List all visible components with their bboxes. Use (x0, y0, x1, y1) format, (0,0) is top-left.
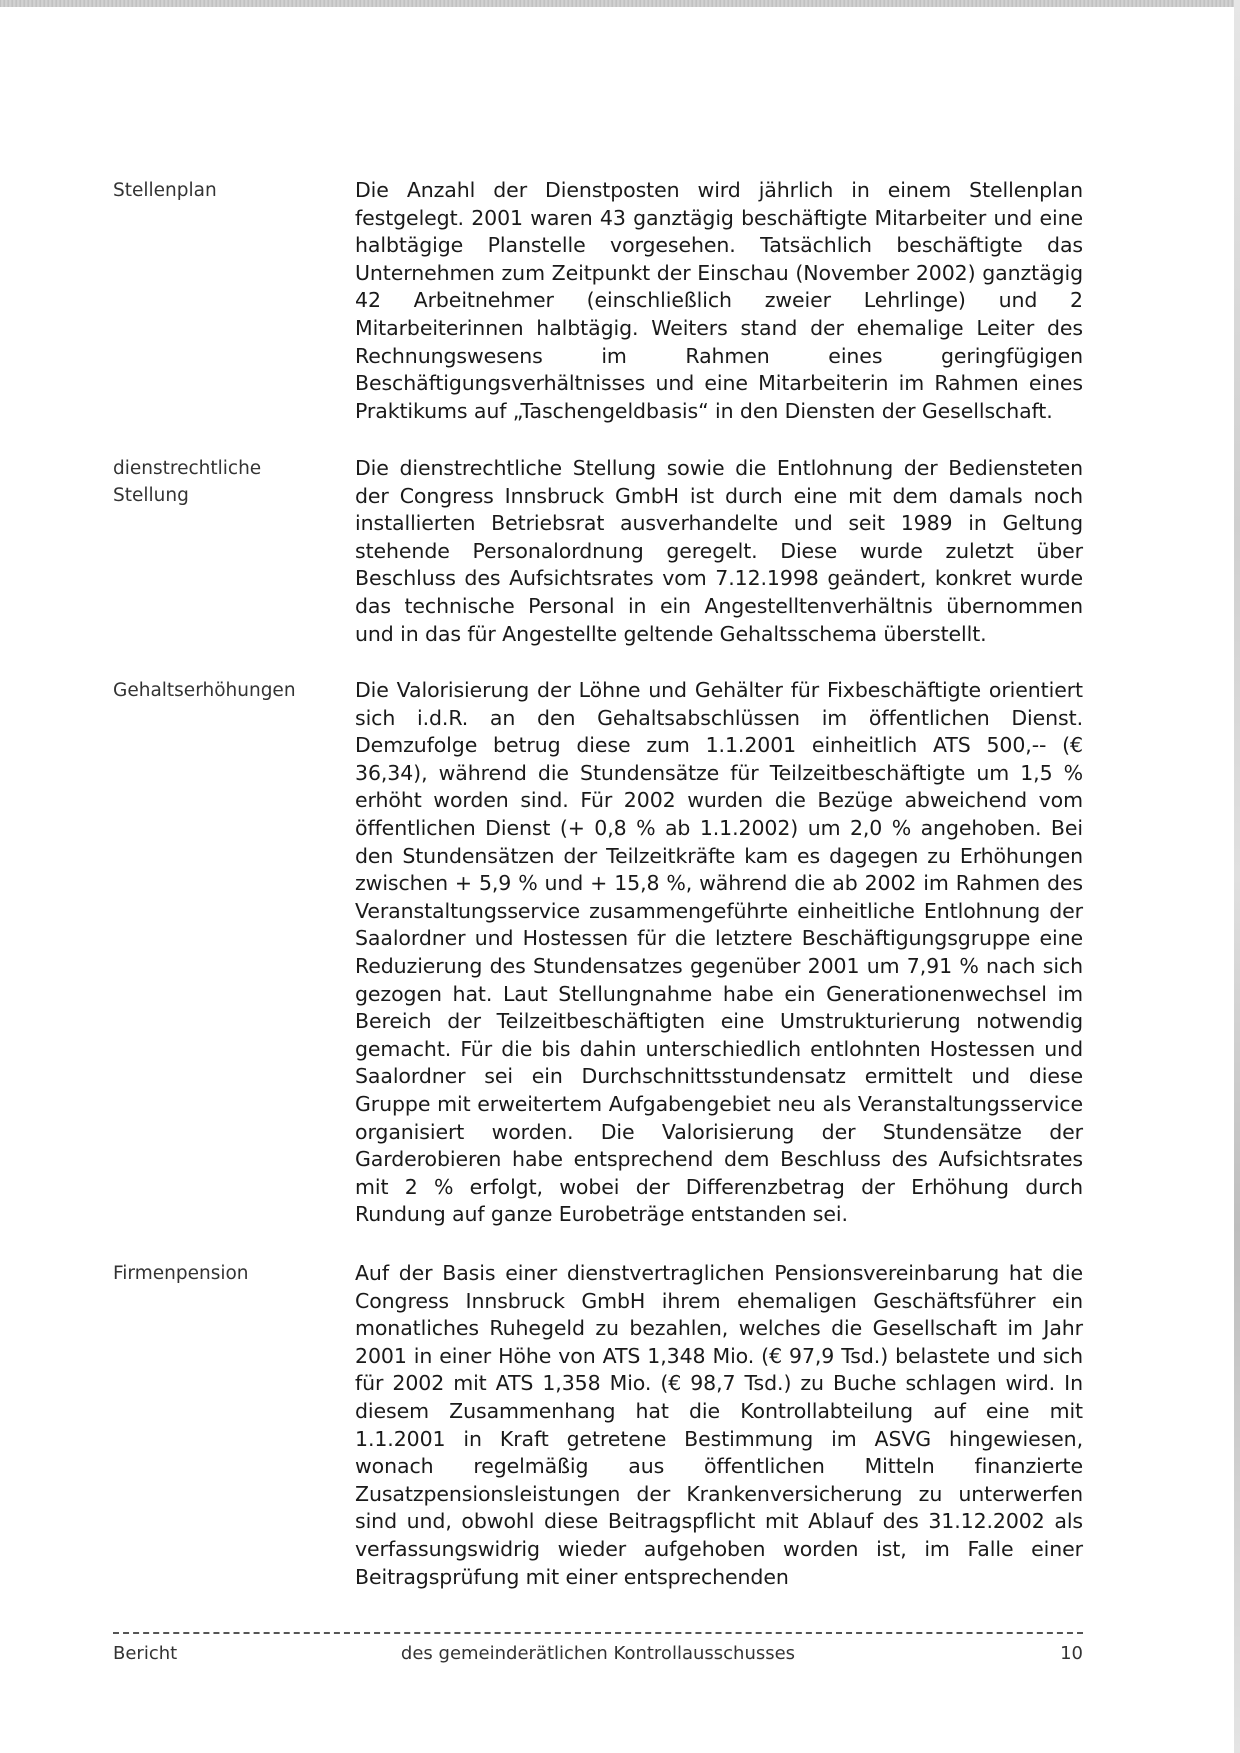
footer-center-text: des gemeinderätlichen Kontrollausschusses (400, 1643, 796, 1664)
margin-label-gehaltserhoehungen: Gehaltserhöhungen (113, 680, 296, 701)
paragraph-stellenplan: Die Anzahl der Dienstposten wird jährlich in einem Stellenplan festgelegt. 2001 waren 43 ganztägig beschäftigte Mitarbeiter und eine halbtägige Planstelle vorgesehen. Tatsächlich beschäftigte das Unternehmen zum Zeitpunkt der Einschau (November 2002) ganztägig 42 Arbeitnehmer (einschließlich zweier Lehrlinge) und 2 Mitarbeiterinnen halbtägig. Weiters stand der ehemalige Leiter des Rechnungswesens im Rahmen eines geringfügigen Beschäftigungsverhältnisses und eine Mitarbeiterin im Rahmen eines Praktikums auf „Taschengeldbasis“ in den Diensten der Gesellschaft. (355, 178, 1083, 423)
margin-label-firmenpension: Firmenpension (113, 1263, 249, 1284)
paragraph-dienstrechtliche-stellung: Die dienstrechtliche Stellung sowie die Entlohnung der Bediensteten der Congress Innsbruck GmbH ist durch eine mit dem damals noch installierten Betriebsrat ausverhandelte und seit 1989 in Geltung stehende Personalordnung geregelt. Diese wurde zuletzt über Beschluss des Aufsichtsrates vom 7.12.1998 geändert, konkret wurde das technische Personal in ein Angestelltenverhältnis übernommen und in das für Angestellte geltende Gehaltsschema überstellt. (355, 456, 1083, 646)
margin-label-dienstrechtliche-stellung: dienstrechtliche Stellung (113, 458, 262, 506)
paragraph-gehaltserhoehungen: Die Valorisierung der Löhne und Gehälter für Fixbeschäftigte orientiert sich i.d.R. an den Gehaltsabschlüssen im öffentlichen Dienst. Demzufolge betrug diese zum 1.1.2001 einheitlich ATS 500,-- (€ 36,34), während die Stundensätze für Teilzeitbeschäftigte um 1,5 % erhöht worden sind. Für 2002 wurden die Bezüge abweichend vom öffentlichen Dienst (+ 0,8 % ab 1.1.2002) um 2,0 % angehoben. Bei den Stundensätzen der Teilzeitkräfte kam es dagegen zu Erhöhungen zwischen + 5,9 % und + 15,8 %, während die ab 2002 im Rahmen des Veranstaltungsservice zusammengeführte einheitliche Entlohnung der Saalordner und Hostessen für die letztere Beschäftigungsgruppe eine Reduzierung des Stundensatzes gegenüber 2001 um 7,91 % nach sich gezogen hat. Laut Stellungnahme habe ein Generationenwechsel im Bereich der Teilzeitbeschäftigten eine Umstrukturierung notwendig gemacht. Für die bis dahin unterschiedlich entlohnten Hostessen und Saalordner sei ein Durchschnittsstundensatz ermittelt und diese Gruppe mit erweitertem Aufgabengebiet neu als Veranstaltungsservice organisiert worden. Die Valorisierung der Stundensätze der Garderobieren habe entsprechend dem Beschluss des Aufsichtsrates mit 2 % erfolgt, wobei der Differenzbetrag der Erhöhung durch Rundung auf ganze Eurobeträge entstanden sei. (355, 678, 1083, 1227)
page-number: 10 (1060, 1643, 1083, 1664)
page-footer (113, 1643, 1083, 1667)
footer-left-text: Bericht (113, 1643, 178, 1664)
footer-divider (113, 1632, 1083, 1634)
scan-edge-right (1234, 0, 1240, 1753)
margin-label-stellenplan: Stellenplan (113, 180, 217, 201)
scan-edge-top (0, 0, 1240, 7)
paragraph-firmenpension: Auf der Basis einer dienstvertraglichen Pensionsvereinbarung hat die Congress Innsbruck GmbH ihrem ehemaligen Geschäftsführer ein monatliches Ruhegeld zu bezahlen, welches die Gesellschaft im Jahr 2001 in einer Höhe von ATS 1,348 Mio. (€ 97,9 Tsd.) belastete und sich für 2002 mit ATS 1,358 Mio. (€ 98,7 Tsd.) zu Buche schlagen wird. In diesem Zusammenhang hat die Kontrollabteilung auf eine mit 1.1.2001 in Kraft getretene Bestimmung im ASVG hingewiesen, wonach regelmäßig aus öffentlichen Mitteln finanzierte Zusatzpensionsleistungen der Krankenversicherung zu unterwerfen sind und, obwohl diese Beitragspflicht mit Ablauf des 31.12.2002 als verfassungswidrig wieder aufgehoben worden ist, im Falle einer Beitragsprüfung mit einer entsprechenden (355, 1261, 1083, 1589)
